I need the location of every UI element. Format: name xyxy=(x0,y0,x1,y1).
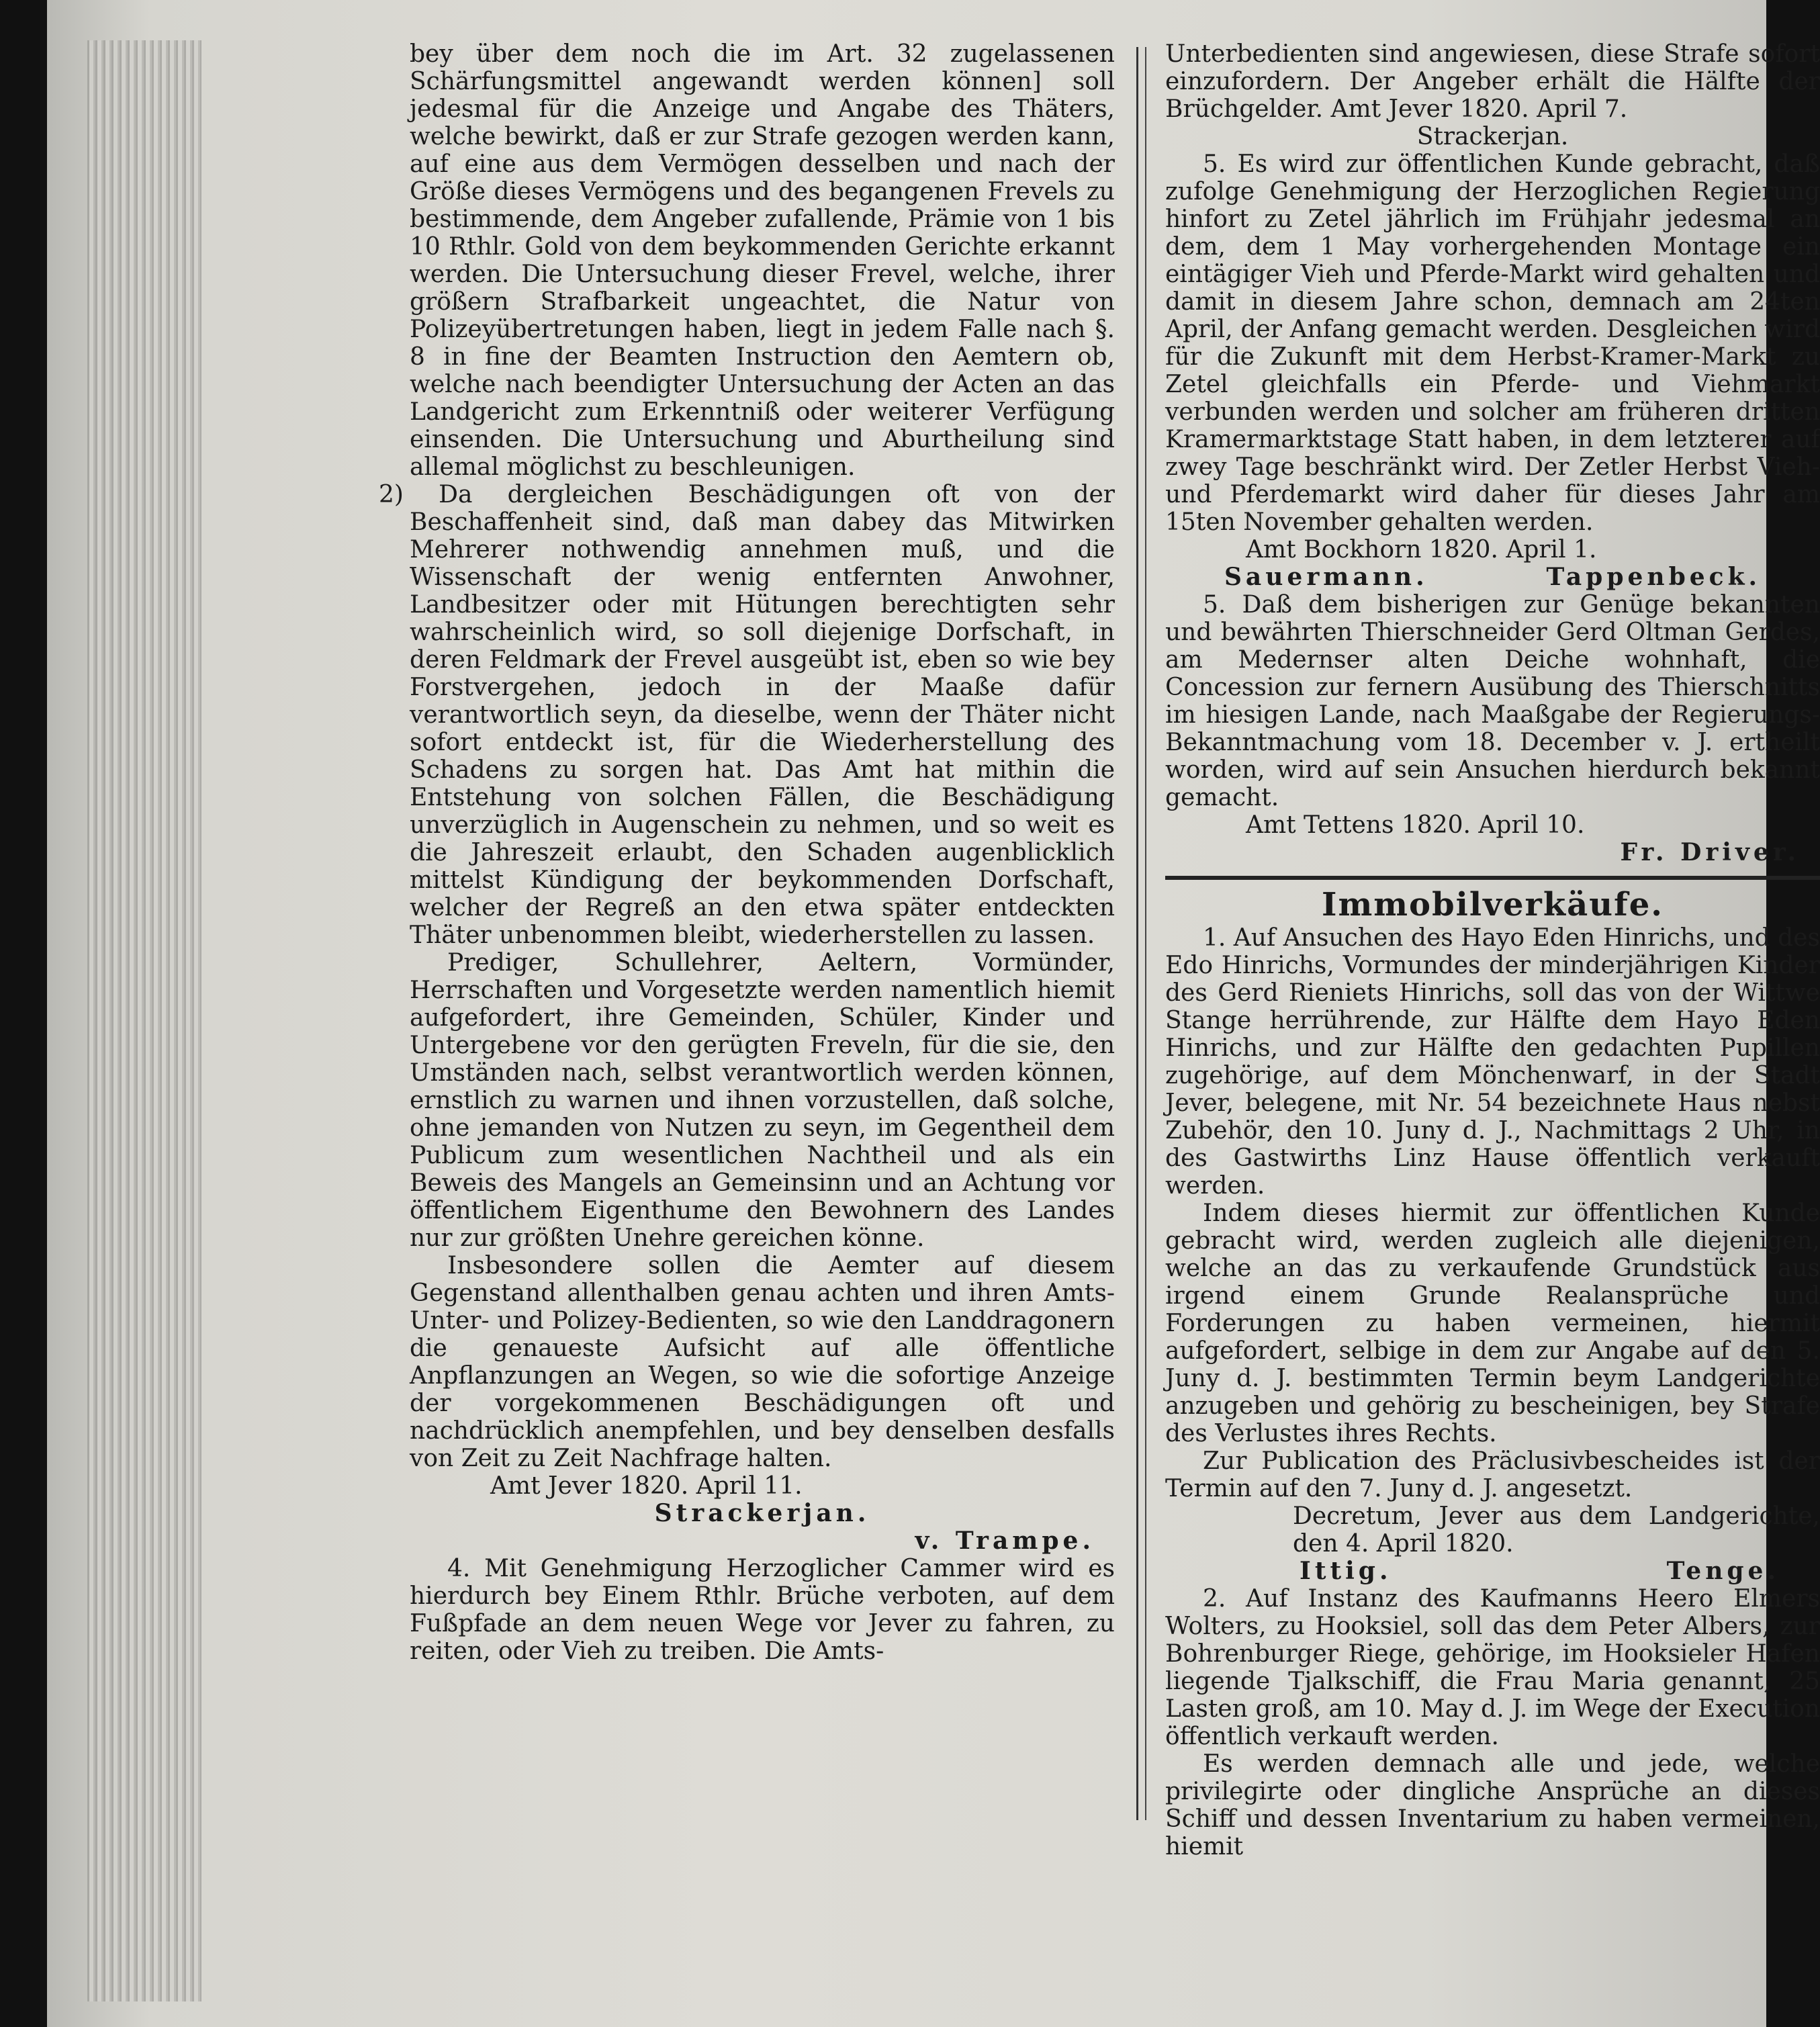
decretum-line: Decretum, Jever aus dem Landgerichte, den 4. April 1820. xyxy=(1293,1502,1820,1558)
left-paragraph-3: Prediger, Schullehrer, Aeltern, Vormünder, Herrschaften und Vorgesetzte werden namentlich hiemit aufgefordert, ihre Gemeinden, Schüler, Kinder und Untergebene vor den gerügten Freveln, für die sie, den Umständen nach, selbst verantwortlich werden können, ernstlich zu warnen und ihnen vorzustellen, daß solche, ohne jemanden von Nutzen zu seyn, im Gegentheil dem Publicum zum wesentlichen Nachtheil und als ein Beweis des Mangels an Gemeinsinn und an Achtung vor öffentlichem Eigenthume den Bewohnern des Landes nur zur größten Unehre gereichen könne. xyxy=(410,949,1115,1252)
right-paragraph-4: 1. Auf Ansuchen des Hayo Eden Hinrichs, und des Edo Hinrichs, Vormundes der minderjährigen Kinder des Gerd Rieniets Hinrichs, soll das von der Wittwe Stange herrührende, zur Hälfte dem Hayo Eden Hinrichs, und zur Hälfte den gedachten Pupillen zugehörige, auf dem Mönchenwarf, in der Stadt Jever, belegene, mit Nr. 54 bezeichnete Haus nebst Zubehör, den 10. Juny d. J., Nachmittags 2 Uhr, in des Gastwirths Linz Hause öffentlich verkauft werden. xyxy=(1165,924,1820,1200)
signature-tenge: Tenge. xyxy=(1666,1557,1780,1585)
right-paragraph-7: 2. Auf Instanz des Kaufmanns Heero Elmers Wolters, zu Hooksiel, soll das dem Peter Albers, zur Bohrenburger Riege, gehörige, im Hooksieler Hafen liegende Tjalkschiff, die Frau Maria genannt, 25 Lasten groß, am 10. May d. J. im Wege der Execution öffentlich verkauft werden. xyxy=(1165,1585,1820,1750)
signature-line-2 xyxy=(1165,564,1820,591)
signature-strackerjan-2: Strackerjan. xyxy=(1416,123,1569,150)
left-paragraph-1: bey über dem noch die im Art. 32 zugelassenen Schärfungsmittel angewandt werden können] soll jedesmal für die Anzeige und Angabe des Thäters, welche bewirkt, daß er zur Strafe gezogen werden kann, auf eine aus dem Vermögen desselben und nach der Größe dieses Vermögens und des begangenen Frevels zu bestimmende, dem Angeber zufallende, Prämie von 1 bis 10 Rthlr. Gold von dem beykommenden Gerichte erkannt werden. Die Untersuchung dieser Frevel, welche, ihrer größern Strafbarkeit ungeachtet, die Natur von Polizeyübertretungen haben, liegt in jedem Falle nach §. 8 in fine der Beamten Instruction den Aemtern ob, welche nach beendigter Untersuchung der Acten an das Landgericht zum Erkenntniß oder weiterer Verfügung einsenden. Die Untersuchung und Aburtheilung sind allemal möglichst zu beschleunigen. xyxy=(410,40,1115,481)
section-rule xyxy=(1165,876,1820,880)
signature-sauermann: Sauermann. xyxy=(1224,563,1428,591)
right-paragraph-6: Zur Publication des Präclusivbescheides ist der Termin auf den 7. Juny d. J. angesetzt. xyxy=(1165,1447,1820,1502)
right-paragraph-5: Indem dieses hiermit zur öffentlichen Kunde gebracht wird, werden zugleich alle diejenigen, welche an das zu verkaufende Grundstück aus irgend einem Grunde Realansprüche und Forderungen zu haben vermeinen, hiermit aufgefordert, selbige in dem zur Angabe auf den 5. Juny d. J. bestimmten Termin beym Landgerichte anzugeben und gehörig zu bescheinigen, bey Strafe des Verlustes ihres Rechts. xyxy=(1165,1200,1820,1447)
signature-tappenbeck: Tappenbeck. xyxy=(1546,563,1762,591)
section-title: Immobilverkäufe. xyxy=(1322,886,1664,924)
left-column xyxy=(379,40,1115,1854)
left-paragraph-2 xyxy=(379,481,1115,949)
signature-driver: Fr. Driver. xyxy=(1620,838,1800,866)
right-paragraph-3: 5. Daß dem bisherigen zur Genüge bekannten und bewährten Thierschneider Gerd Oltman Gerdes, am Medernser alten Deiche wohnhaft, die Concession zur fernern Ausübung des Thierschnitts im hiesigen Lande, nach Maaßgabe der Regierungs-Bekanntmachung vom 18. December v. J. ertheilt worden, wird auf sein Ansuchen hierdurch bekannt gemacht. xyxy=(1165,591,1820,811)
newspaper-page xyxy=(47,0,1820,2027)
column-divider xyxy=(1136,47,1146,1820)
date-line-3: Amt Tettens 1820. April 10. xyxy=(1246,811,1585,839)
left-paragraph-5: 4. Mit Genehmigung Herzoglicher Cammer wird es hierdurch bey Einem Rthlr. Brüche verboten, auf dem Fußpfade an dem neuen Wege vor Jever zu fahren, zu reiten, oder Vieh zu treiben. Die Amts- xyxy=(410,1555,1115,1665)
date-line-1: Amt Jever 1820. April 11. xyxy=(490,1472,803,1500)
right-column xyxy=(1165,40,1820,1860)
date-line-2: Amt Bockhorn 1820. April 1. xyxy=(1246,536,1597,564)
signature-line-4 xyxy=(1165,1558,1820,1585)
left-paragraph-2-text: Da dergleichen Beschädigungen oft von der Beschaffenheit sind, daß man dabey das Mitwirken Mehrerer nothwendig annehmen muß, und die Wissenschaft der wenig entfernten Anwohner, Landbesitzer oder mit Hütungen berechtigten sehr wahrscheinlich wird, so soll diejenige Dorfschaft, in deren Feldmark der Frevel ausgeübt ist, eben so wie bey Forstvergehen, jedoch in der Maaße dafür verantwortlich seyn, da dieselbe, wenn der Thäter nicht sofort entdeckt ist, für die Wiederherstellung des Schadens zu sorgen hat. Das Amt hat mithin die Entstehung von solchen Fällen, die Beschädigung unverzüglich in Augenschein zu nehmen, und so weit es die Jahreszeit erlaubt, den Schaden augenblicklich mittelst Kündigung der beykommenden Dorfschaft, welcher der Regreß an den etwa später entdeckten Thäter unbenommen bleibt, wiederherstellen zu lassen. xyxy=(410,481,1115,949)
signature-ittig: Ittig. xyxy=(1300,1557,1392,1585)
item-number: 2) xyxy=(379,481,404,508)
right-paragraph-8: Es werden demnach alle und jede, welche privilegirte oder dingliche Ansprüche an dieses Schiff und dessen Inventarium zu haben vermeinen, hiemit xyxy=(1165,1750,1820,1860)
right-paragraph-2: 5. Es wird zur öffentlichen Kunde gebracht, daß zufolge Genehmigung der Herzoglichen Regierung hinfort zu Zetel jährlich im Frühjahr jedesmal an dem, dem 1 May vorhergehenden Montage ein eintägiger Vieh und Pferde-Markt wird gehalten und damit in diesem Jahre schon, demnach am 24ten April, der Anfang gemacht werden. Desgleichen wird für die Zukunft mit dem Herbst-Kramer-Markt zu Zetel gleichfalls ein Pferde- und Viehmarkt verbunden werden und solcher am früheren dritten Kramermarktstage Statt haben, in dem letzterer auf zwey Tage beschränkt wird. Der Zetler Herbst Vieh- und Pferdemarkt wird daher für dieses Jahr am 15ten November gehalten werden. xyxy=(1165,150,1820,536)
left-paragraph-4: Insbesondere sollen die Aemter auf diesem Gegenstand allenthalben genau achten und ihren Amts-Unter- und Polizey-Bedienten, so wie den Landdragonern die genaueste Aufsicht auf alle öffentliche Anpflanzungen an Wegen, so wie die sofortige Anzeige der vorgekommenen Beschädigungen oft und nachdrücklich anempfehlen, und bey denselben desfalls von Zeit zu Zeit Nachfrage halten. xyxy=(410,1252,1115,1472)
signature-trampe: v. Trampe. xyxy=(915,1527,1095,1555)
signature-strackerjan: Strackerjan. xyxy=(654,1499,870,1527)
right-paragraph-1: Unterbedienten sind angewiesen, diese Strafe sofort einzufordern. Der Angeber erhält die Hälfte der Brüchgelder. Amt Jever 1820. April 7. xyxy=(1165,40,1820,123)
page-edges xyxy=(87,40,201,2001)
